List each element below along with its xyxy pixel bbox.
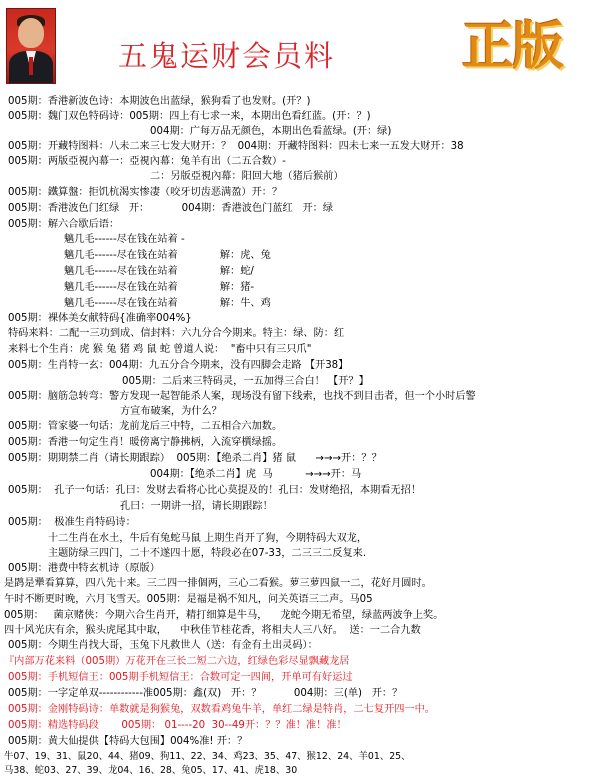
text-line: 魑几毛------尽在钱在站着 解：牛、鸡 [64, 298, 271, 309]
text-line: 特码来料：二配一三功到成、信封料：六九分合今期来。特主：绿、防：红 [8, 328, 345, 339]
text-line: 005期：黄大仙提供【特码大包围】004%准! 开：？ [8, 736, 248, 747]
text-line: 005期：精选特码段 005期： 01----20 30--49开：？？准！准！准！ [8, 720, 347, 731]
text-line: 005期：今期生肖找大哥，玉兔下凡救世人（送：有金有土出灵码）： [8, 640, 318, 651]
text-line: 005期： 孔子一句话：孔曰：发财去看将心比心莫提及的！孔曰：发财绝招，本期看无招！ [8, 485, 422, 496]
text-line: 马38、蛇03、27、39、龙04、16、28、兔05、17、41、虎18、30 [4, 765, 298, 776]
text-line: 魑几毛------尽在钱在站着 解：猪- [64, 282, 255, 293]
text-line: 方宣布破案，为什么？ [120, 406, 222, 417]
text-line: 005期：鐵算盤：拒饥杭渴实惨凄（咬牙切齿恶满盈）开：？ [8, 187, 283, 198]
portrait-photo [6, 8, 56, 84]
text-line: 『内部万花来料（005期）万花开在三长二短二六边，红绿色彩尽显飘藏龙居 [4, 656, 350, 667]
text-line: 005期：期期禁二肖（请长期跟踪） 005期：【绝杀二肖】猪 鼠 →→→开：？？ [8, 453, 382, 464]
text-line: 005期：香港新波色诗：本期波色出蓝绿，猴狗看了也发财。(开？) [8, 96, 311, 107]
text-line: 魑几毛------尽在钱在站着 解：虎、兔 [64, 250, 271, 261]
text-line: 005期：解六合歇后语： [8, 219, 120, 230]
text-line: 005期：脑筋急转弯：警方发现一起智能杀人案，现场没有留下线索，也找不到目击者，但一个小时后警 [8, 391, 476, 402]
text-line: 005期：一字定单双------------准005期：鑫(双) 开：？ 004期：三(单) 开：？ [8, 688, 403, 699]
text-line: 005期：香港一句定生肖！暖傍离宁静拂柄，入流穿櫍绿摇。 [8, 437, 283, 448]
text-line: 005期：管家婆一句话：龙前龙后三中特，二五相合六加数。 [8, 421, 283, 432]
text-line: 005期： 菌京赌侠：今期六合生肖开，精打细算是牛马， 龙蛇今期无希望，绿蓝两波争上奖。 [4, 610, 444, 621]
text-line: 005期：开藏特图料：八未二来三七发大财开：？ 004期：开藏特图料：四未七来一五发大财开：38 [8, 141, 464, 152]
text-line: 005期：两版亞視內幕一：亞視內幕：兔羊有出（二五合数）- [8, 156, 286, 167]
text-line: 005期：魏门双色特码诗：005期：四上有七求一来，本期出色看红蓝。(开：？) [8, 111, 371, 122]
text-line: 005期：港费中特玄机诗（原版） [8, 563, 160, 574]
text-line: 005期：手机短信王：005期手机短信王：合数可定一四间，开单可有好运过 [8, 672, 353, 683]
text-line: 005期：二后来三特码灵，一五加得三合白！ 【开？】 [122, 376, 369, 387]
text-line: 十二生肖在水土，牛后有兔蛇马鼠 上期生肖开了狗，今期特码大双龙， [48, 533, 368, 544]
text-line: 午时不断更时晚，六月飞雪天。005期：是福是祸不知凡，问关英语三二声。马05 [4, 594, 373, 605]
text-line: 005期： 极准生肖特码诗： [8, 517, 136, 528]
text-line: 孔曰：一期讲一招，请长期跟踪！ [120, 501, 273, 512]
text-line: 四十风光庆有余，猴头虎尾其中取， 中秋佳节桂花香，将相夫人三八好。 送：一二合九数 [4, 625, 421, 636]
text-line: 005期：金刚特码诗：单数就是狗猴兔，双数看鸡兔牛羊，单红二绿是特肖，二七复开四一中。 [8, 704, 435, 715]
text-line: 魑几毛------尽在钱在站着 - [64, 234, 185, 245]
text-line: 主题防绿三四门，二十不遂四十愿，特段必在07-33，二三三二反复来. [48, 548, 367, 559]
text-line: 005期：生肖特一玄：004期：九五分合今期来，没有四脚会走路 【开38】 [8, 360, 349, 371]
text-line: 魑几毛------尽在钱在站着 解：蛇/ [64, 266, 254, 277]
text-line: 005期：香港波色门红绿 开： 004期：香港波色门蓝红 开：绿 [8, 203, 334, 214]
text-line: 来料七个生肖：虎 猴 兔 猪 鸡 鼠 蛇 曾道人说： "畜中只有三只爪" [8, 344, 312, 355]
text-line: 004期：【绝杀二肖】虎 马 →→→开：马 [150, 469, 362, 480]
portrait-tie [29, 57, 33, 75]
text-line: 二：另版亞視內幕：阳回大地（猪后猴前） [150, 171, 344, 182]
text-line: 牛07、19、31、鼠20、44、猪09、狗11、22、34、鸡23、35、47、猴12、24、羊01、25、 [4, 751, 411, 762]
page-title: 五鬼运财会员料 [118, 39, 336, 73]
portrait-face [18, 18, 44, 48]
text-line: 004期：广每万品无颜色，本期出色看蓝绿。(开：绿) [150, 126, 392, 137]
authentic-badge: 正版 [462, 17, 563, 77]
text-line: 005期：裸体美女献特码{准确率004%} [8, 313, 192, 324]
text-line: 是鹍是犟看算算，四八先十来。三二四一排個两，三心二看猴。萝三萝四鼠一二，花好月圆时。 [4, 578, 432, 589]
